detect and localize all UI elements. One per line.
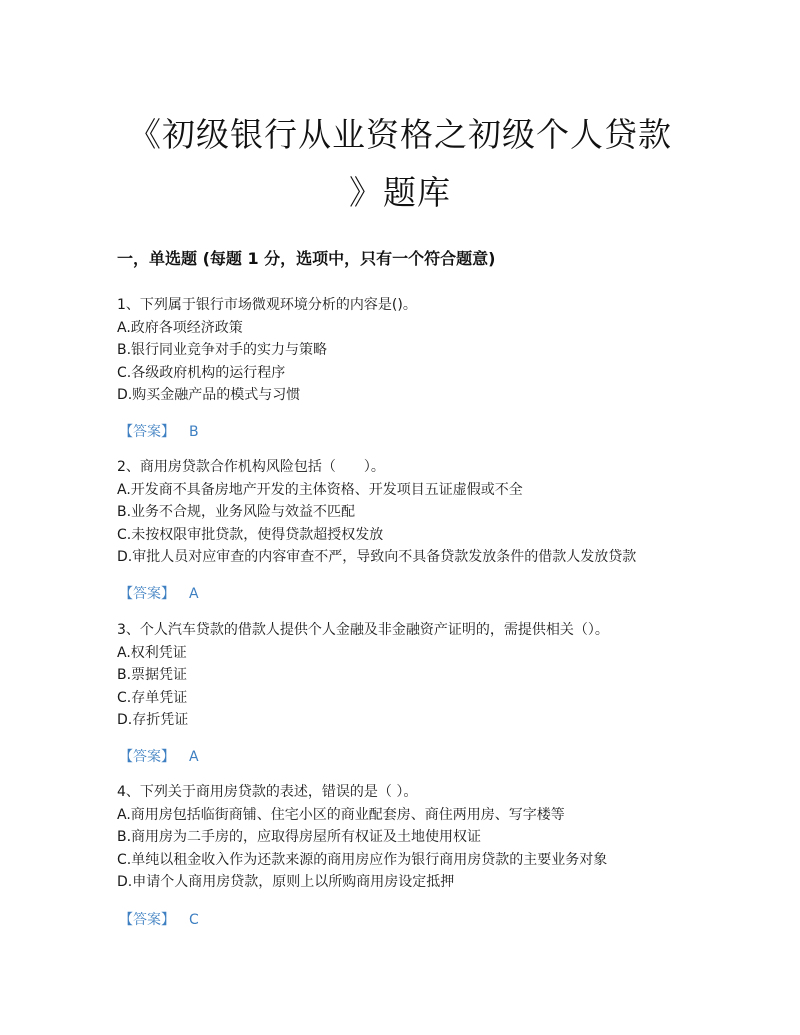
answer-1 bbox=[119, 421, 199, 441]
title-line-1: 《初级银行从业资格之初级个人贷款 bbox=[128, 115, 672, 154]
option-b: B.商用房为二手房的，应取得房屋所有权证及土地使用权证 bbox=[117, 829, 482, 845]
answer-4 bbox=[119, 909, 199, 929]
section-header: 一，单选题 (每题 1 分，选项中，只有一个符合题意) bbox=[117, 249, 496, 268]
answer-label: 【答案】 bbox=[119, 749, 175, 765]
question-stem: 2、商用房贷款合作机构风险包括（ ）。 bbox=[117, 459, 385, 475]
answer-value: C bbox=[189, 912, 199, 928]
option-d: D.购买金融产品的模式与习惯 bbox=[117, 387, 301, 403]
question-stem: 3、个人汽车贷款的借款人提供个人金融及非金融资产证明的，需提供相关（）。 bbox=[117, 622, 609, 638]
answer-3 bbox=[119, 746, 199, 766]
option-d: D.存折凭证 bbox=[117, 712, 189, 728]
title-line-2: 》题库 bbox=[349, 173, 451, 212]
option-a: A.商用房包括临街商铺、住宅小区的商业配套房、商住两用房、写字楼等 bbox=[117, 806, 565, 823]
question-3 bbox=[117, 619, 717, 732]
option-c: C.单纯以租金收入作为还款来源的商用房应作为银行商用房贷款的主要业务对象 bbox=[117, 851, 608, 868]
option-b: B.票据凭证 bbox=[117, 667, 188, 683]
question-1 bbox=[117, 294, 717, 407]
answer-label: 【答案】 bbox=[119, 586, 175, 602]
question-4 bbox=[117, 781, 717, 894]
question-stem: 4、下列关于商用房贷款的表述，错误的是（ ）。 bbox=[117, 784, 418, 800]
answer-value: B bbox=[189, 424, 199, 440]
option-c: C.存单凭证 bbox=[117, 689, 188, 706]
question-2 bbox=[117, 456, 717, 569]
option-b: B.业务不合规，业务风险与效益不匹配 bbox=[117, 504, 356, 520]
answer-value: A bbox=[189, 586, 199, 602]
answer-label: 【答案】 bbox=[119, 424, 175, 440]
option-a: A.开发商不具备房地产开发的主体资格、开发项目五证虚假或不全 bbox=[117, 481, 523, 498]
option-d: D.申请个人商用房贷款，原则上以所购商用房设定抵押 bbox=[117, 874, 455, 890]
option-d: D.审批人员对应审查的内容审查不严，导致向不具备贷款发放条件的借款人发放贷款 bbox=[117, 549, 637, 565]
option-b: B.银行同业竞争对手的实力与策略 bbox=[117, 342, 328, 358]
option-c: C.各级政府机构的运行程序 bbox=[117, 364, 286, 381]
question-stem: 1、下列属于银行市场微观环境分析的内容是()。 bbox=[117, 297, 417, 313]
option-c: C.未按权限审批贷款，使得贷款超授权发放 bbox=[117, 526, 384, 543]
option-a: A.政府各项经济政策 bbox=[117, 319, 243, 336]
document-title bbox=[100, 106, 700, 222]
answer-value: A bbox=[189, 749, 199, 765]
answer-2 bbox=[119, 583, 199, 603]
option-a: A.权利凭证 bbox=[117, 644, 187, 661]
answer-label: 【答案】 bbox=[119, 912, 175, 928]
